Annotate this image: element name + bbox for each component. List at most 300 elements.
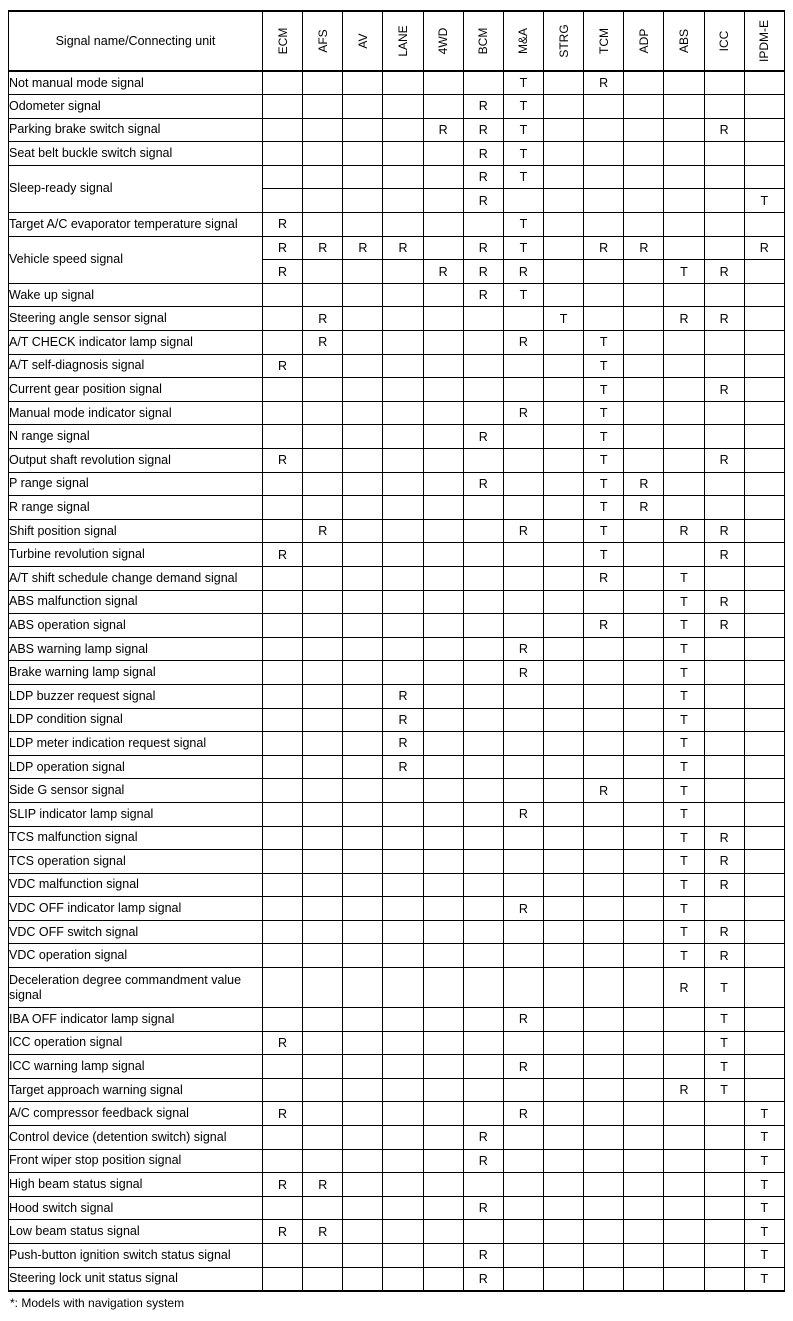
unit-cell — [624, 1008, 664, 1032]
unit-cell — [503, 378, 543, 402]
unit-cell — [303, 755, 343, 779]
unit-cell — [423, 519, 463, 543]
unit-cell — [624, 401, 664, 425]
signal-name-cell: A/T self-diagnosis signal — [9, 354, 263, 378]
unit-cell — [383, 779, 423, 803]
unit-cell — [423, 472, 463, 496]
unit-cell — [543, 1055, 583, 1079]
unit-cell: T — [744, 189, 784, 213]
unit-cell — [624, 95, 664, 119]
unit-cell — [263, 95, 303, 119]
unit-cell: T — [744, 1196, 784, 1220]
signal-name-cell: Not manual mode signal — [9, 71, 263, 95]
unit-cell — [383, 378, 423, 402]
unit-cell — [303, 543, 343, 567]
unit-cell: T — [503, 165, 543, 189]
table-row — [9, 71, 785, 95]
unit-cell: R — [383, 732, 423, 756]
unit-cell — [383, 142, 423, 166]
unit-cell: T — [584, 354, 624, 378]
signal-name-cell: ABS operation signal — [9, 614, 263, 638]
unit-cell — [624, 142, 664, 166]
unit-cell: R — [463, 1149, 503, 1173]
signal-name-cell: Seat belt buckle switch signal — [9, 142, 263, 166]
unit-cell — [383, 283, 423, 307]
unit-cell — [343, 1055, 383, 1079]
unit-cell — [624, 684, 664, 708]
unit-cell — [744, 732, 784, 756]
unit-cell — [584, 1267, 624, 1291]
signal-name-cell: LDP condition signal — [9, 708, 263, 732]
table-header-row — [9, 11, 785, 71]
unit-header — [744, 11, 784, 71]
unit-cell — [543, 850, 583, 874]
unit-cell — [463, 637, 503, 661]
unit-cell — [744, 897, 784, 921]
unit-cell — [744, 425, 784, 449]
unit-cell — [303, 95, 343, 119]
unit-cell — [303, 496, 343, 520]
unit-cell — [744, 283, 784, 307]
unit-cell — [263, 590, 303, 614]
unit-cell — [263, 802, 303, 826]
unit-cell — [543, 1244, 583, 1268]
unit-cell — [624, 897, 664, 921]
unit-cell: R — [463, 1196, 503, 1220]
unit-cell — [423, 449, 463, 473]
unit-cell — [543, 331, 583, 355]
unit-cell — [383, 1031, 423, 1055]
unit-cell — [744, 496, 784, 520]
unit-cell — [664, 331, 704, 355]
unit-cell — [744, 118, 784, 142]
unit-header — [343, 11, 383, 71]
unit-cell — [664, 472, 704, 496]
table-row — [9, 708, 785, 732]
unit-cell — [463, 331, 503, 355]
unit-cell — [664, 425, 704, 449]
unit-cell — [543, 519, 583, 543]
unit-cell: R — [463, 165, 503, 189]
unit-cell — [463, 1173, 503, 1197]
unit-cell — [624, 307, 664, 331]
unit-cell: R — [463, 1126, 503, 1150]
unit-cell: T — [664, 732, 704, 756]
unit-cell — [744, 260, 784, 284]
unit-cell — [664, 95, 704, 119]
table-row — [9, 637, 785, 661]
unit-cell — [423, 236, 463, 260]
unit-cell — [303, 449, 343, 473]
unit-cell — [744, 519, 784, 543]
unit-header — [423, 11, 463, 71]
unit-cell — [303, 1102, 343, 1126]
unit-cell: R — [584, 566, 624, 590]
unit-cell — [343, 920, 383, 944]
unit-cell: T — [584, 378, 624, 402]
unit-cell — [543, 661, 583, 685]
unit-cell — [543, 213, 583, 237]
unit-cell — [543, 543, 583, 567]
unit-cell — [263, 661, 303, 685]
unit-cell: R — [503, 637, 543, 661]
unit-cell — [383, 118, 423, 142]
unit-cell: R — [664, 307, 704, 331]
unit-cell: R — [263, 1173, 303, 1197]
table-row — [9, 826, 785, 850]
unit-cell — [744, 566, 784, 590]
table-row — [9, 873, 785, 897]
unit-cell — [303, 661, 343, 685]
unit-header-label: ADP — [636, 28, 651, 54]
unit-cell: T — [704, 1031, 744, 1055]
unit-cell: R — [503, 401, 543, 425]
unit-cell — [704, 425, 744, 449]
signal-name-cell: Odometer signal — [9, 95, 263, 119]
unit-cell: R — [383, 708, 423, 732]
unit-cell — [744, 213, 784, 237]
unit-cell — [383, 1055, 423, 1079]
unit-cell: R — [263, 236, 303, 260]
table-row — [9, 755, 785, 779]
unit-cell — [303, 850, 343, 874]
unit-cell — [664, 118, 704, 142]
unit-cell — [704, 732, 744, 756]
unit-cell: T — [704, 1008, 744, 1032]
unit-cell — [543, 1126, 583, 1150]
unit-cell — [704, 331, 744, 355]
unit-cell — [543, 401, 583, 425]
unit-cell — [664, 1220, 704, 1244]
unit-cell — [383, 496, 423, 520]
unit-cell — [704, 1149, 744, 1173]
unit-cell — [543, 566, 583, 590]
signal-name-cell: VDC OFF indicator lamp signal — [9, 897, 263, 921]
unit-cell — [463, 496, 503, 520]
unit-cell — [263, 283, 303, 307]
signal-name-cell: A/T CHECK indicator lamp signal — [9, 331, 263, 355]
unit-cell — [463, 614, 503, 638]
unit-cell: R — [463, 118, 503, 142]
unit-cell — [664, 354, 704, 378]
unit-cell: R — [383, 755, 423, 779]
unit-cell — [263, 118, 303, 142]
unit-cell — [584, 708, 624, 732]
unit-cell — [263, 873, 303, 897]
unit-cell — [383, 1220, 423, 1244]
unit-cell — [263, 142, 303, 166]
unit-cell — [584, 307, 624, 331]
unit-cell — [624, 1102, 664, 1126]
unit-cell — [624, 1244, 664, 1268]
unit-cell — [543, 236, 583, 260]
unit-cell — [383, 566, 423, 590]
unit-cell — [624, 1173, 664, 1197]
unit-cell — [303, 968, 343, 1008]
unit-cell — [383, 71, 423, 95]
unit-cell — [463, 543, 503, 567]
unit-cell — [383, 661, 423, 685]
unit-cell — [624, 1267, 664, 1291]
unit-cell — [584, 1173, 624, 1197]
unit-cell — [343, 1102, 383, 1126]
unit-cell — [503, 1244, 543, 1268]
unit-header — [263, 11, 303, 71]
unit-cell — [584, 1220, 624, 1244]
signal-name-cell: Output shaft revolution signal — [9, 449, 263, 473]
table-row — [9, 661, 785, 685]
unit-cell — [744, 95, 784, 119]
unit-cell — [423, 95, 463, 119]
unit-cell — [744, 755, 784, 779]
unit-cell — [263, 684, 303, 708]
unit-cell — [383, 1078, 423, 1102]
unit-cell — [463, 1031, 503, 1055]
unit-header-label: AV — [355, 33, 370, 49]
unit-cell: T — [704, 1078, 744, 1102]
unit-cell — [664, 71, 704, 95]
unit-cell — [423, 283, 463, 307]
unit-cell — [463, 590, 503, 614]
unit-cell — [584, 920, 624, 944]
unit-cell — [263, 614, 303, 638]
unit-cell: T — [503, 142, 543, 166]
unit-cell — [543, 802, 583, 826]
unit-cell — [624, 920, 664, 944]
unit-cell — [744, 1078, 784, 1102]
unit-cell — [263, 755, 303, 779]
table-row — [9, 920, 785, 944]
signal-name-cell: Wake up signal — [9, 283, 263, 307]
unit-cell — [463, 684, 503, 708]
unit-cell — [744, 165, 784, 189]
unit-cell — [664, 1126, 704, 1150]
unit-cell — [744, 378, 784, 402]
unit-cell — [704, 236, 744, 260]
unit-cell — [624, 732, 664, 756]
unit-cell — [463, 566, 503, 590]
unit-cell: R — [503, 260, 543, 284]
unit-cell — [503, 472, 543, 496]
unit-cell — [263, 519, 303, 543]
unit-cell — [423, 590, 463, 614]
unit-cell — [463, 1078, 503, 1102]
unit-cell — [303, 165, 343, 189]
unit-cell — [263, 779, 303, 803]
unit-cell — [343, 71, 383, 95]
unit-header-label: BCM — [476, 27, 491, 55]
unit-cell — [624, 708, 664, 732]
unit-cell: T — [664, 260, 704, 284]
unit-cell — [704, 213, 744, 237]
unit-cell — [744, 543, 784, 567]
unit-cell — [383, 331, 423, 355]
unit-cell — [343, 118, 383, 142]
unit-cell — [263, 1196, 303, 1220]
unit-cell — [303, 779, 343, 803]
unit-cell — [423, 1149, 463, 1173]
unit-cell — [503, 189, 543, 213]
unit-cell — [263, 1126, 303, 1150]
unit-cell — [543, 897, 583, 921]
table-row — [9, 378, 785, 402]
unit-cell: T — [664, 850, 704, 874]
unit-cell: R — [503, 802, 543, 826]
unit-cell — [303, 71, 343, 95]
unit-cell — [263, 307, 303, 331]
unit-cell — [543, 260, 583, 284]
unit-cell — [624, 1149, 664, 1173]
unit-cell — [423, 1031, 463, 1055]
unit-cell — [383, 802, 423, 826]
unit-cell — [503, 1149, 543, 1173]
unit-cell — [704, 1220, 744, 1244]
unit-header — [503, 11, 543, 71]
unit-cell — [383, 637, 423, 661]
unit-cell — [423, 71, 463, 95]
unit-cell — [543, 590, 583, 614]
unit-cell — [383, 307, 423, 331]
unit-cell — [624, 118, 664, 142]
unit-cell — [543, 1267, 583, 1291]
unit-cell — [584, 732, 624, 756]
unit-cell — [543, 614, 583, 638]
unit-cell — [343, 449, 383, 473]
unit-cell — [343, 968, 383, 1008]
signal-name-cell: High beam status signal — [9, 1173, 263, 1197]
table-row — [9, 1173, 785, 1197]
unit-cell — [543, 449, 583, 473]
unit-cell — [624, 661, 664, 685]
unit-cell — [543, 1173, 583, 1197]
signal-name-cell: Steering angle sensor signal — [9, 307, 263, 331]
unit-cell — [503, 708, 543, 732]
unit-cell — [503, 968, 543, 1008]
unit-cell — [584, 213, 624, 237]
unit-cell: R — [463, 1244, 503, 1268]
unit-cell — [704, 71, 744, 95]
unit-cell — [343, 378, 383, 402]
unit-cell: R — [463, 142, 503, 166]
table-row — [9, 684, 785, 708]
unit-cell: R — [263, 354, 303, 378]
unit-cell — [303, 732, 343, 756]
unit-cell — [463, 1220, 503, 1244]
unit-cell — [664, 543, 704, 567]
signal-name-cell: Brake warning lamp signal — [9, 661, 263, 685]
table-row — [9, 519, 785, 543]
table-row — [9, 968, 785, 1008]
unit-cell — [423, 802, 463, 826]
signal-name-header: Signal name/Connecting unit — [9, 11, 263, 71]
unit-cell — [664, 165, 704, 189]
unit-header-label: TCM — [596, 28, 611, 54]
unit-cell — [303, 590, 343, 614]
unit-cell — [423, 779, 463, 803]
unit-cell — [503, 732, 543, 756]
unit-cell — [704, 472, 744, 496]
unit-cell: R — [503, 897, 543, 921]
unit-cell: T — [584, 449, 624, 473]
table-row — [9, 1220, 785, 1244]
unit-cell — [624, 425, 664, 449]
unit-cell: T — [584, 472, 624, 496]
unit-cell: T — [664, 684, 704, 708]
unit-cell — [423, 826, 463, 850]
unit-cell — [303, 1196, 343, 1220]
unit-cell — [343, 142, 383, 166]
unit-cell — [263, 850, 303, 874]
unit-cell: T — [503, 283, 543, 307]
table-row — [9, 496, 785, 520]
unit-cell — [584, 590, 624, 614]
unit-cell — [423, 732, 463, 756]
unit-cell — [423, 1173, 463, 1197]
unit-cell — [664, 1173, 704, 1197]
unit-cell: T — [664, 826, 704, 850]
unit-cell — [263, 189, 303, 213]
unit-cell — [303, 637, 343, 661]
table-row — [9, 354, 785, 378]
unit-cell — [543, 1008, 583, 1032]
unit-cell — [503, 684, 543, 708]
unit-cell — [383, 850, 423, 874]
unit-cell — [744, 850, 784, 874]
signal-name-cell: A/T shift schedule change demand signal — [9, 566, 263, 590]
unit-cell — [423, 1196, 463, 1220]
unit-cell — [744, 708, 784, 732]
unit-cell — [423, 213, 463, 237]
unit-cell — [503, 354, 543, 378]
unit-cell — [423, 401, 463, 425]
unit-cell — [343, 614, 383, 638]
unit-cell — [624, 873, 664, 897]
unit-cell — [584, 1055, 624, 1079]
unit-cell — [543, 496, 583, 520]
unit-cell — [744, 449, 784, 473]
unit-cell — [423, 566, 463, 590]
table-row — [9, 1196, 785, 1220]
table-row — [9, 566, 785, 590]
signal-name-cell: Target approach warning signal — [9, 1078, 263, 1102]
unit-cell — [423, 968, 463, 1008]
unit-cell — [624, 779, 664, 803]
unit-cell — [423, 755, 463, 779]
unit-cell: R — [303, 307, 343, 331]
unit-cell: T — [584, 543, 624, 567]
unit-cell — [303, 260, 343, 284]
unit-cell — [263, 1149, 303, 1173]
signal-name-cell: Manual mode indicator signal — [9, 401, 263, 425]
table-body — [9, 71, 785, 1291]
signal-name-cell: Front wiper stop position signal — [9, 1149, 263, 1173]
unit-cell — [584, 755, 624, 779]
table-row — [9, 1078, 785, 1102]
signal-name-cell: VDC malfunction signal — [9, 873, 263, 897]
unit-cell — [343, 826, 383, 850]
unit-cell — [584, 850, 624, 874]
unit-cell — [543, 354, 583, 378]
unit-cell — [503, 1196, 543, 1220]
unit-cell — [463, 732, 503, 756]
unit-cell — [263, 472, 303, 496]
unit-cell — [463, 213, 503, 237]
unit-cell — [543, 873, 583, 897]
unit-cell — [704, 897, 744, 921]
unit-cell: R — [303, 519, 343, 543]
unit-cell — [343, 472, 383, 496]
signal-name-cell: ABS warning lamp signal — [9, 637, 263, 661]
